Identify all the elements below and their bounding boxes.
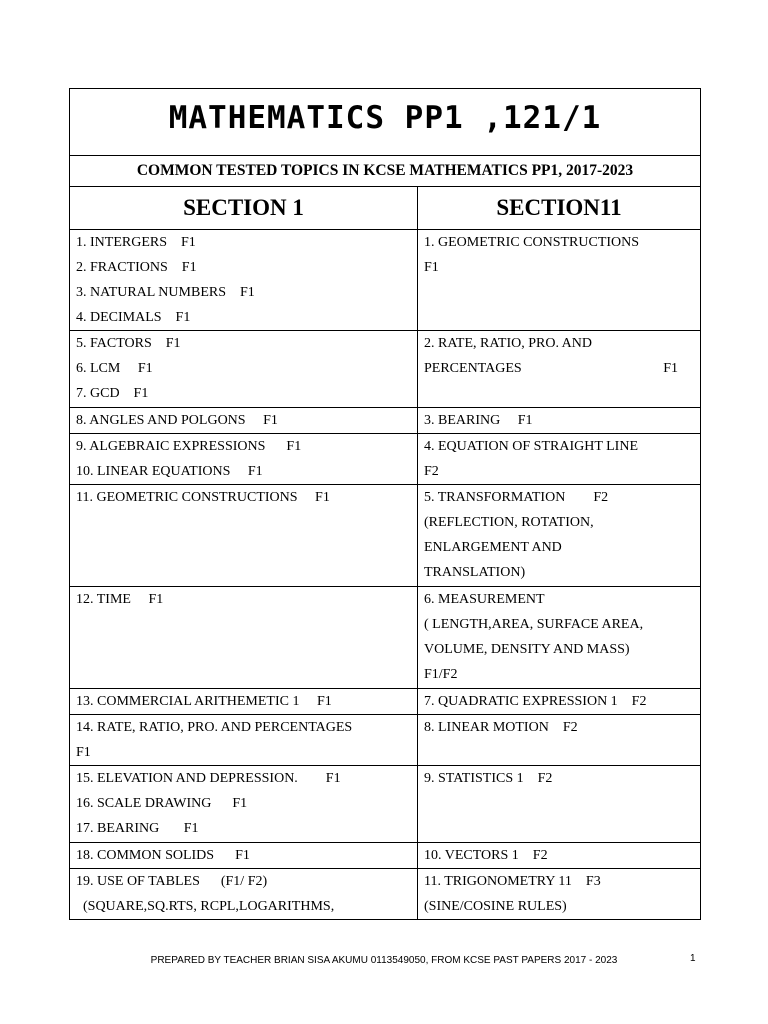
topic-line: 2. RATE, RATIO, PRO. AND bbox=[424, 336, 593, 351]
page-footer: PREPARED BY TEACHER BRIAN SISA AKUMU 0113549050, FROM KCSE PAST PAPERS 2017 - 2023 bbox=[150, 955, 618, 966]
topic-line: 12. TIME F1 bbox=[76, 592, 164, 607]
topic-line: TRANSLATION) bbox=[424, 565, 526, 580]
topic-row bbox=[70, 766, 701, 843]
section-2-heading: SECTION11 bbox=[418, 187, 701, 230]
topic-row bbox=[70, 434, 701, 485]
topic-line: 1. GEOMETRIC CONSTRUCTIONS bbox=[424, 235, 640, 250]
subtitle-row bbox=[70, 156, 701, 187]
topic-line: F1 bbox=[424, 260, 439, 275]
topics-table bbox=[69, 88, 701, 920]
section-2-cell bbox=[418, 485, 701, 587]
topic-line: VOLUME, DENSITY AND MASS) bbox=[424, 642, 630, 657]
topic-line: 9. ALGEBRAIC EXPRESSIONS F1 bbox=[76, 439, 302, 454]
topic-row bbox=[70, 230, 701, 331]
topic-row bbox=[70, 331, 701, 408]
topic-row bbox=[70, 587, 701, 689]
topic-line: F2 bbox=[424, 464, 439, 479]
document-title: MATHEMATICS PP1 ,121/1 bbox=[168, 100, 602, 136]
topic-line: 8. LINEAR MOTION F2 bbox=[424, 720, 578, 735]
topic-line: 11. GEOMETRIC CONSTRUCTIONS F1 bbox=[76, 490, 330, 505]
topic-row bbox=[70, 843, 701, 869]
section-1-cell bbox=[70, 485, 418, 587]
topic-line: 3. NATURAL NUMBERS F1 bbox=[76, 285, 255, 300]
section-2-cell bbox=[418, 331, 701, 408]
section-2-cell bbox=[418, 766, 701, 843]
section-header-row bbox=[70, 187, 701, 230]
topic-line: 18. COMMON SOLIDS F1 bbox=[76, 848, 250, 863]
topic-row bbox=[70, 408, 701, 434]
topic-line bbox=[424, 356, 700, 381]
topic-row bbox=[70, 715, 701, 766]
section-1-cell bbox=[70, 230, 418, 331]
topic-line: 19. USE OF TABLES (F1/ F2) bbox=[76, 874, 268, 889]
topic-line: (SQUARE,SQ.RTS, RCPL,LOGARITHMS, bbox=[76, 899, 335, 914]
topic-line: 4. DECIMALS F1 bbox=[76, 310, 191, 325]
section-1-cell bbox=[70, 843, 418, 869]
topic-line: 15. ELEVATION AND DEPRESSION. F1 bbox=[76, 771, 341, 786]
section-2-cell bbox=[418, 587, 701, 689]
section-1-cell bbox=[70, 331, 418, 408]
topic-line: 10. VECTORS 1 F2 bbox=[424, 848, 548, 863]
section-2-cell bbox=[418, 843, 701, 869]
topic-line: 5. FACTORS F1 bbox=[76, 336, 181, 351]
topic-line: 3. BEARING F1 bbox=[424, 413, 533, 428]
title-row bbox=[70, 89, 701, 156]
section-1-heading: SECTION 1 bbox=[70, 187, 418, 230]
topic-line: 4. EQUATION OF STRAIGHT LINE bbox=[424, 439, 639, 454]
topic-line: 5. TRANSFORMATION F2 bbox=[424, 490, 609, 505]
topic-line: 9. STATISTICS 1 F2 bbox=[424, 771, 553, 786]
page-number: 1 bbox=[690, 953, 696, 964]
section-2-cell bbox=[418, 230, 701, 331]
title-cell bbox=[70, 89, 701, 156]
topic-line: ( LENGTH,AREA, SURFACE AREA, bbox=[424, 617, 644, 632]
topic-line: 6. LCM F1 bbox=[76, 361, 153, 376]
topic-line: 13. COMMERCIAL ARITHEMETIC 1 F1 bbox=[76, 694, 332, 709]
topic-line: (SINE/COSINE RULES) bbox=[424, 899, 567, 914]
section-1-cell bbox=[70, 715, 418, 766]
topic-line: ENLARGEMENT AND bbox=[424, 540, 562, 555]
topic-line: 8. ANGLES AND POLGONS F1 bbox=[76, 413, 278, 428]
topic-line: 16. SCALE DRAWING F1 bbox=[76, 796, 248, 811]
section-1-cell bbox=[70, 689, 418, 715]
section-1-cell bbox=[70, 766, 418, 843]
topic-line: 6. MEASUREMENT bbox=[424, 592, 545, 607]
topic-line: 17. BEARING F1 bbox=[76, 821, 199, 836]
section-2-cell bbox=[418, 434, 701, 485]
topic-line: 10. LINEAR EQUATIONS F1 bbox=[76, 464, 263, 479]
section-1-cell bbox=[70, 869, 418, 920]
document-subtitle: COMMON TESTED TOPICS IN KCSE MATHEMATICS PP1, 2017-2023 bbox=[70, 156, 701, 187]
topic-line: 1. INTERGERS F1 bbox=[76, 235, 196, 250]
topic-line: F1 bbox=[76, 745, 91, 760]
topic-line: (REFLECTION, ROTATION, bbox=[424, 515, 594, 530]
topic-line: 7. QUADRATIC EXPRESSION 1 F2 bbox=[424, 694, 647, 709]
topic-grade: F1 bbox=[663, 361, 679, 376]
topic-row bbox=[70, 689, 701, 715]
topic-line: 14. RATE, RATIO, PRO. AND PERCENTAGES bbox=[76, 720, 353, 735]
topic-line: 2. FRACTIONS F1 bbox=[76, 260, 197, 275]
topic-line: F1/F2 bbox=[424, 667, 458, 682]
section-1-cell bbox=[70, 408, 418, 434]
section-2-cell bbox=[418, 715, 701, 766]
topic-line: 7. GCD F1 bbox=[76, 386, 149, 401]
section-2-cell bbox=[418, 408, 701, 434]
section-2-cell bbox=[418, 689, 701, 715]
topic-label: PERCENTAGES bbox=[424, 361, 522, 376]
topic-line: 11. TRIGONOMETRY 11 F3 bbox=[424, 874, 601, 889]
topic-row bbox=[70, 869, 701, 920]
section-1-cell bbox=[70, 587, 418, 689]
section-2-cell bbox=[418, 869, 701, 920]
topic-row bbox=[70, 485, 701, 587]
section-1-cell bbox=[70, 434, 418, 485]
